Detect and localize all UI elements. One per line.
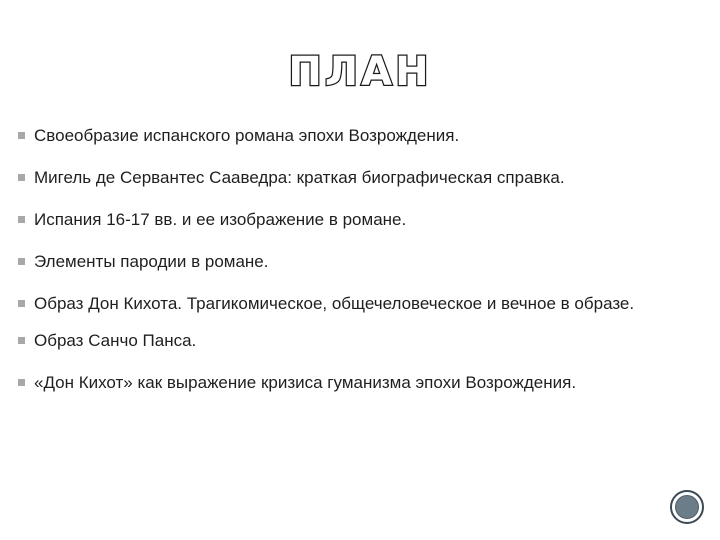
circle-nav-icon[interactable] bbox=[670, 490, 704, 524]
plan-item-text: Образ Санчо Панса. bbox=[34, 331, 197, 350]
square-bullet-icon bbox=[18, 216, 25, 223]
square-bullet-icon bbox=[18, 300, 25, 307]
plan-item-7 bbox=[18, 372, 698, 393]
plan-item-5 bbox=[18, 293, 698, 314]
plan-item-text: Образ Дон Кихота. Трагикомическое, общечеловеческое и вечное в образе. bbox=[34, 294, 635, 313]
plan-item-3 bbox=[18, 209, 698, 230]
slide-title: ПЛАН bbox=[288, 49, 432, 95]
square-bullet-icon bbox=[18, 258, 25, 265]
plan-item-1 bbox=[18, 125, 698, 146]
square-bullet-icon bbox=[18, 379, 25, 386]
plan-item-2 bbox=[18, 167, 698, 188]
plan-item-4 bbox=[18, 251, 698, 272]
square-bullet-icon bbox=[18, 132, 25, 139]
nav-button-inner bbox=[675, 495, 699, 519]
plan-item-text: «Дон Кихот» как выражение кризиса гуманизма эпохи Возрождения. bbox=[34, 373, 577, 392]
plan-item-text: Испания 16-17 вв. и ее изображение в романе. bbox=[34, 210, 407, 229]
square-bullet-icon bbox=[18, 174, 25, 181]
plan-list bbox=[18, 125, 698, 414]
plan-item-text: Мигель де Сервантес Сааведра: краткая биографическая справка. bbox=[34, 168, 565, 187]
plan-item-text: Своеобразие испанского романа эпохи Возрождения. bbox=[34, 126, 460, 145]
square-bullet-icon bbox=[18, 337, 25, 344]
plan-item-6 bbox=[18, 330, 698, 351]
plan-item-text: Элементы пародии в романе. bbox=[34, 252, 269, 271]
